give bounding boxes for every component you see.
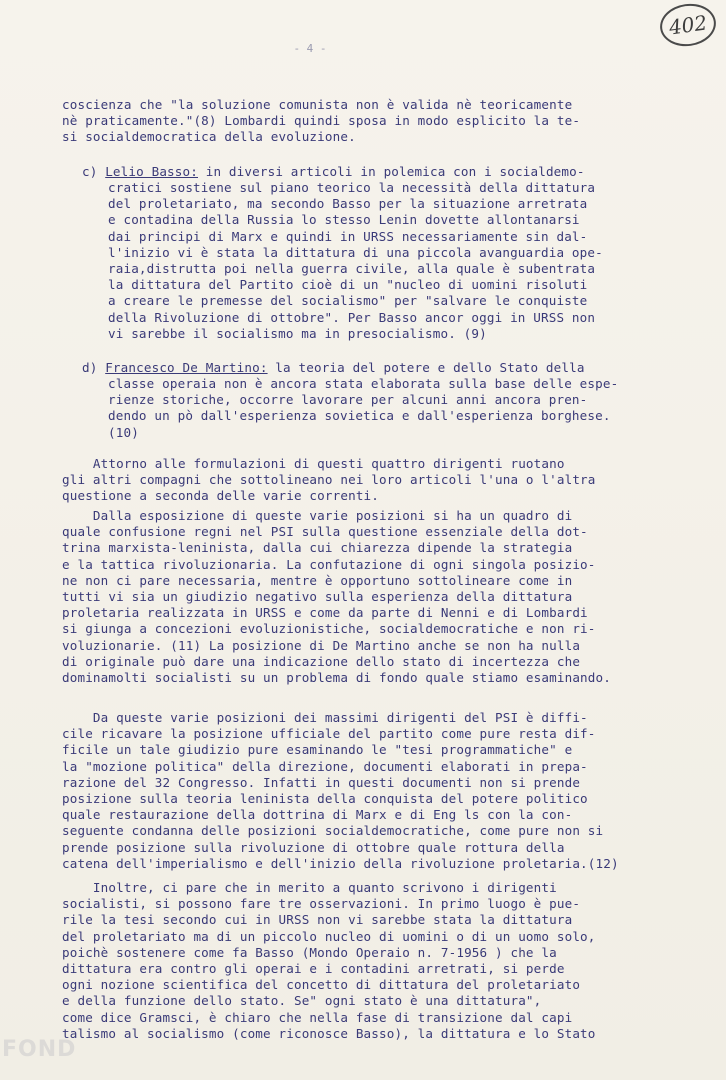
item-d-lead: la teoria del potere e dello Stato della <box>267 360 585 375</box>
author-name-basso: Lelio Basso: <box>105 164 198 179</box>
list-marker-d: d) <box>82 360 98 375</box>
paragraph-2: Attorno alle formulazioni di questi quattro dirigenti ruotano gli altri compagni che sottolineano nei loro articoli l'una o l'altra questione a seconda delle varie correnti. <box>62 456 596 504</box>
top-page-mark: - 4 - <box>293 42 327 55</box>
page-number-stamp: 402 <box>657 0 718 49</box>
paragraph-1: coscienza che "la soluzione comunista non è valida nè teoricamente nè praticamente."(8) Lombardi quindi sposa in modo esplicito la te- si socialdemocratica della evoluzione. <box>62 97 581 145</box>
paragraph-5: Inoltre, ci pare che in merito a quanto scrivono i dirigenti socialisti, si possono fare tre osservazioni. In primo luogo è pue- rile la tesi secondo cui in URSS non vi sarebbe stata la dittatura del proletariato ma di un piccolo nucleo di uomini o di un uomo solo, poichè sostenere come fa Basso (Mondo Operaio n. 7-1956 ) che la dittatura era contro gli operai e i contadini arretrati, si perde ogni nozione scientifica del concetto di dittatura del proletariato e della funzione dello stato. Se" ogni stato è una dittatura", come dice Gramsci, è chiaro che nella fase di transizione dal capi talismo al socialismo (come riconosce Basso), la dittatura e lo Stato <box>62 880 596 1041</box>
list-item-c <box>82 164 712 180</box>
item-d-body: classe operaia non è ancora stata elaborata sulla base delle espe- rienze storiche, occorre lavorare per alcuni anni ancora pren- dendo un pò dall'esperienza sovietica e dall'esperienza borghese. (10) <box>108 376 619 440</box>
paragraph-4: Da queste varie posizioni dei massimi dirigenti del PSI è diffi- cile ricavare la posizione ufficiale del partito come pure resta dif- ficile un tale giudizio pure esaminando le "tesi programmatiche" e la "mozione politica" della direzione, documenti elaborati in prepa- razione del 32 Congresso. Infatti in questi documenti non si prende posizione sulla teoria leninista della conquista del potere politico quale restaurazione della dottrina di Marx e di Eng ls con la con- seguente condanna delle posizioni socialdemocratiche, come pure non si prende posizione sulla rivoluzione di ottobre quale rottura della catena dell'imperialismo e dell'inizio della rivoluzione proletaria.(12) <box>62 710 619 871</box>
author-name-de-martino: Francesco De Martino: <box>105 360 268 375</box>
archive-watermark: FOND <box>2 1037 77 1062</box>
list-marker-c: c) <box>82 164 98 179</box>
list-item-d <box>82 360 712 376</box>
item-c-lead: in diversi articoli in polemica con i socialdemo- <box>198 164 585 179</box>
paragraph-3: Dalla esposizione di queste varie posizioni si ha un quadro di quale confusione regni nel PSI sulla questione essenziale della dot- trina marxista-leninista, dalla cui chiarezza dipende la strategia e la tattica rivoluzionaria. La confutazione di ogni singola posizio- ne non ci pare necessaria, mentre è opportuno sottolineare come in tutti vi sia un giudizio negativo sulla esperienza della dittatura proletaria realizzata in URSS e come da parte di Nenni e di Lombardi si giunga a concezioni evoluzionistiche, socialdemocratiche e non ri- voluzionarie. (11) La posizione di De Martino anche se non ha nulla di originale può dare una indicazione dello stato di incertezza che dominamolti socialisti su un problema di fondo quale stiamo esaminando. <box>62 508 611 686</box>
item-c-body: cratici sostiene sul piano teorico la necessità della dittatura del proletariato, ma secondo Basso per la situazione arretrata e contadina della Russia lo stesso Lenin dovette allontanarsi dai principi di Marx e quindi in URSS necessariamente sin dal- l'inizio vi è stata la dittatura di una piccola avanguardia ope- raia,distrutta poi nella guerra civile, alla quale è subentrata la dittatura del Partito cioè di un "nucleo di uomini risoluti a creare le premesse del socialismo" per "salvare le conquiste della Rivoluzione di ottobre". Per Basso ancor oggi in URSS non vi sarebbe il socialismo ma in presocialismo. (9) <box>108 180 603 341</box>
